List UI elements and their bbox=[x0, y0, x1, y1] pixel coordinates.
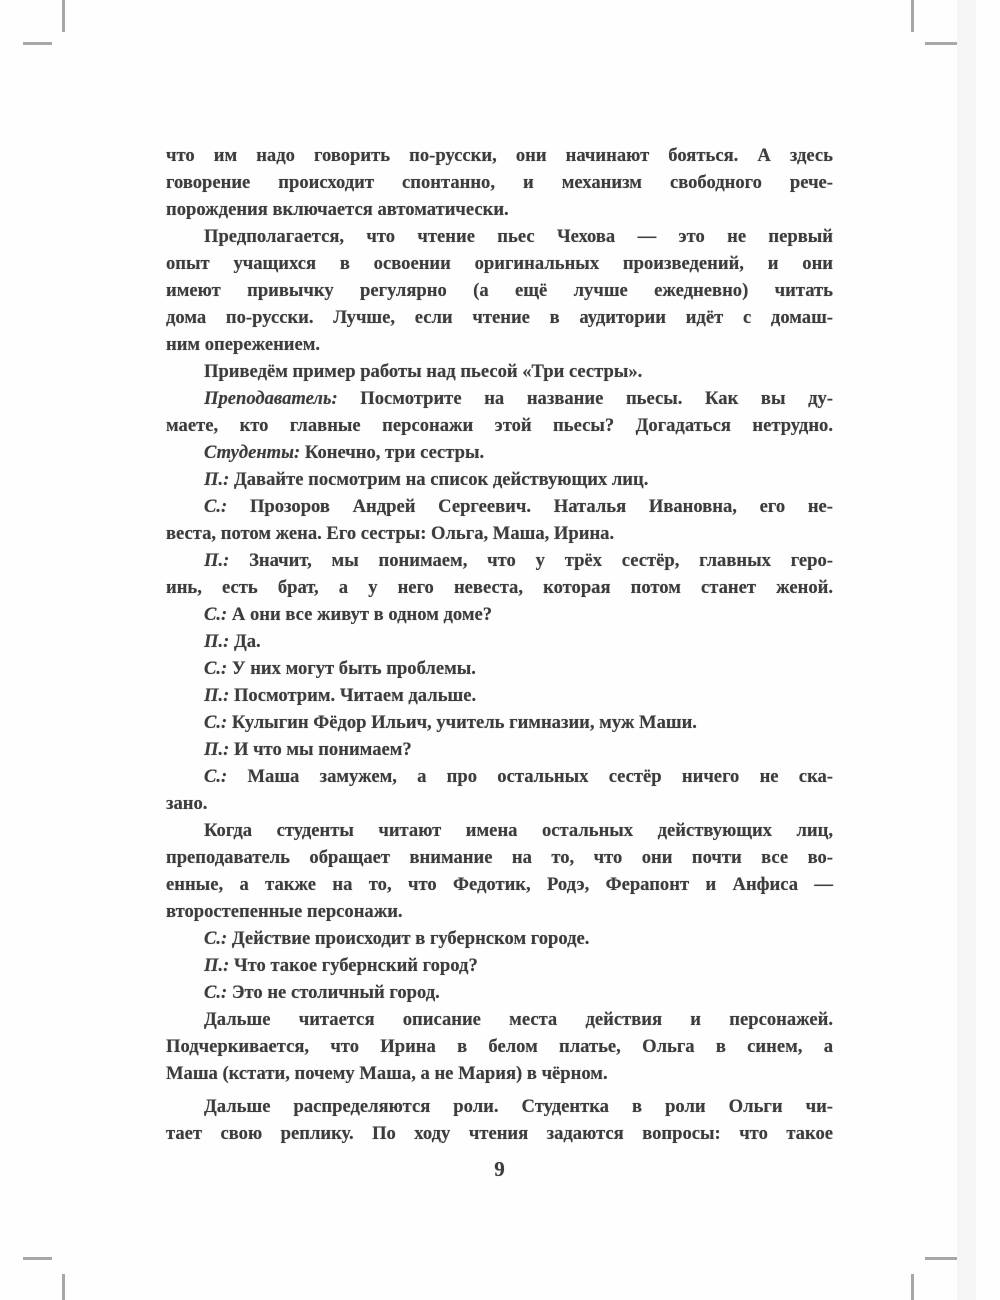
speaker-label: С.: bbox=[204, 658, 228, 679]
text-segment: Давайте посмотрим на список действующих лиц. bbox=[229, 469, 649, 490]
text-line bbox=[166, 790, 833, 817]
text-segment: И что мы понимаем? bbox=[229, 739, 412, 760]
text-line bbox=[166, 547, 833, 574]
text-line bbox=[166, 655, 833, 682]
text-line bbox=[166, 142, 833, 169]
speaker-label: П.: bbox=[204, 631, 230, 652]
text-segment: порождения включается автоматически. bbox=[166, 199, 509, 220]
text-line bbox=[166, 1006, 833, 1033]
text-segment: Это не столичный город. bbox=[227, 982, 440, 1003]
text-line bbox=[166, 682, 833, 709]
text-segment: дома по-русски. Лучше, если чтение в аудитории идёт с домаш- bbox=[166, 307, 833, 328]
text-segment: Подчеркивается, что Ирина в белом платье, Ольга в синем, а bbox=[166, 1036, 833, 1057]
text-segment: А они все живут в одном доме? bbox=[227, 604, 493, 625]
text-line bbox=[166, 952, 833, 979]
text-line bbox=[166, 871, 833, 898]
text-segment: Маша замужем, а про остальных сестёр ничего не ска- bbox=[227, 766, 833, 787]
speaker-label: С.: bbox=[204, 766, 228, 787]
text-line bbox=[166, 358, 833, 385]
crop-mark-bottom-right-vertical bbox=[911, 1274, 914, 1300]
text-line bbox=[166, 439, 833, 466]
text-segment: тает свою реплику. По ходу чтения задаются вопросы: что такое bbox=[166, 1123, 833, 1144]
speaker-label: П.: bbox=[204, 739, 230, 760]
text-line bbox=[166, 979, 833, 1006]
text-line bbox=[166, 898, 833, 925]
text-line bbox=[166, 412, 833, 439]
text-segment: Прозоров Андрей Сергеевич. Наталья Ивановна, его не- bbox=[227, 496, 833, 517]
text-segment: енные, а также на то, что Федотик, Родэ, Ферапонт и Анфиса — bbox=[166, 874, 833, 895]
text-segment: Что такое губернский город? bbox=[229, 955, 478, 976]
text-line bbox=[166, 223, 833, 250]
text-block bbox=[166, 142, 833, 1147]
text-line bbox=[166, 466, 833, 493]
text-segment: Когда студенты читают имена остальных действующих лиц, bbox=[204, 820, 833, 841]
speaker-label: П.: bbox=[204, 955, 230, 976]
text-line bbox=[166, 304, 833, 331]
text-segment: ним опережением. bbox=[166, 334, 321, 355]
text-segment: Приведём пример работы над пьесой «Три сестры». bbox=[204, 361, 643, 382]
text-line bbox=[166, 844, 833, 871]
crop-mark-bottom-right-horizontal bbox=[925, 1257, 958, 1260]
text-line bbox=[166, 331, 833, 358]
text-line bbox=[166, 763, 833, 790]
crop-mark-bottom-left-horizontal bbox=[23, 1257, 52, 1260]
crop-mark-top-right-horizontal bbox=[925, 42, 958, 45]
speaker-label: С.: bbox=[204, 928, 228, 949]
text-line bbox=[166, 1033, 833, 1060]
text-segment: опыт учащихся в освоении оригинальных произведений, и они bbox=[166, 253, 833, 274]
text-line bbox=[166, 628, 833, 655]
speaker-label: П.: bbox=[204, 469, 230, 490]
text-segment: маете, кто главные персонажи этой пьесы? Догадаться нетрудно. bbox=[166, 415, 833, 436]
speaker-label: П.: bbox=[204, 550, 230, 571]
text-line bbox=[166, 1093, 833, 1120]
crop-mark-top-left-horizontal bbox=[23, 42, 52, 45]
text-line bbox=[166, 817, 833, 844]
text-line bbox=[166, 196, 833, 223]
text-line bbox=[166, 925, 833, 952]
text-segment: Дальше распределяются роли. Студентка в роли Ольги чи- bbox=[204, 1096, 833, 1117]
text-segment: имеют привычку регулярно (а ещё лучше ежедневно) читать bbox=[166, 280, 833, 301]
text-segment: говорение происходит спонтанно, и механизм свободного рече- bbox=[166, 172, 833, 193]
text-segment: Да. bbox=[229, 631, 261, 652]
crop-mark-bottom-left-vertical bbox=[62, 1274, 65, 1300]
text-segment: Дальше читается описание места действия и персонажей. bbox=[204, 1009, 833, 1030]
speaker-label: Преподаватель: bbox=[204, 388, 338, 409]
text-line bbox=[166, 601, 833, 628]
text-line bbox=[166, 277, 833, 304]
text-segment: второстепенные персонажи. bbox=[166, 901, 403, 922]
crop-mark-top-right-vertical bbox=[911, 0, 914, 32]
text-segment: Посмотрим. Читаем дальше. bbox=[229, 685, 477, 706]
text-segment: Посмотрите на название пьесы. Как вы ду- bbox=[337, 388, 833, 409]
text-segment: преподаватель обращает внимание на то, что они почти все во- bbox=[166, 847, 833, 868]
text-line bbox=[166, 169, 833, 196]
speaker-label: С.: bbox=[204, 712, 228, 733]
text-segment: Предполагается, что чтение пьес Чехова — это не первый bbox=[204, 226, 833, 247]
speaker-label: С.: bbox=[204, 982, 228, 1003]
scanned-page-edge bbox=[957, 0, 976, 1300]
text-line bbox=[166, 493, 833, 520]
text-line bbox=[166, 520, 833, 547]
text-line bbox=[166, 250, 833, 277]
text-line bbox=[166, 1120, 833, 1147]
crop-mark-top-left-vertical bbox=[62, 0, 65, 32]
text-segment: Действие происходит в губернском городе. bbox=[227, 928, 590, 949]
text-segment: Значит, мы понимаем, что у трёх сестёр, главных геро- bbox=[229, 550, 833, 571]
page-number: 9 bbox=[494, 1157, 505, 1181]
text-segment: веста, потом жена. Его сестры: Ольга, Маша, Ирина. bbox=[166, 523, 615, 544]
speaker-label: С.: bbox=[204, 604, 228, 625]
text-segment: инь, есть брат, а у него невеста, которая потом станет женой. bbox=[166, 577, 833, 598]
text-line bbox=[166, 709, 833, 736]
text-segment: Конечно, три сестры. bbox=[300, 442, 485, 463]
text-segment: Кулыгин Фёдор Ильич, учитель гимназии, муж Маши. bbox=[227, 712, 697, 733]
speaker-label: Студенты: bbox=[204, 442, 301, 463]
text-segment: Маша (кстати, почему Маша, а не Мария) в чёрном. bbox=[166, 1063, 608, 1084]
text-line bbox=[166, 736, 833, 763]
text-segment: У них могут быть проблемы. bbox=[227, 658, 476, 679]
text-line bbox=[166, 1060, 833, 1087]
speaker-label: П.: bbox=[204, 685, 230, 706]
text-segment: что им надо говорить по-русски, они начинают бояться. А здесь bbox=[166, 145, 833, 166]
text-line bbox=[166, 574, 833, 601]
speaker-label: С.: bbox=[204, 496, 228, 517]
text-line bbox=[166, 385, 833, 412]
text-segment: зано. bbox=[166, 793, 208, 814]
